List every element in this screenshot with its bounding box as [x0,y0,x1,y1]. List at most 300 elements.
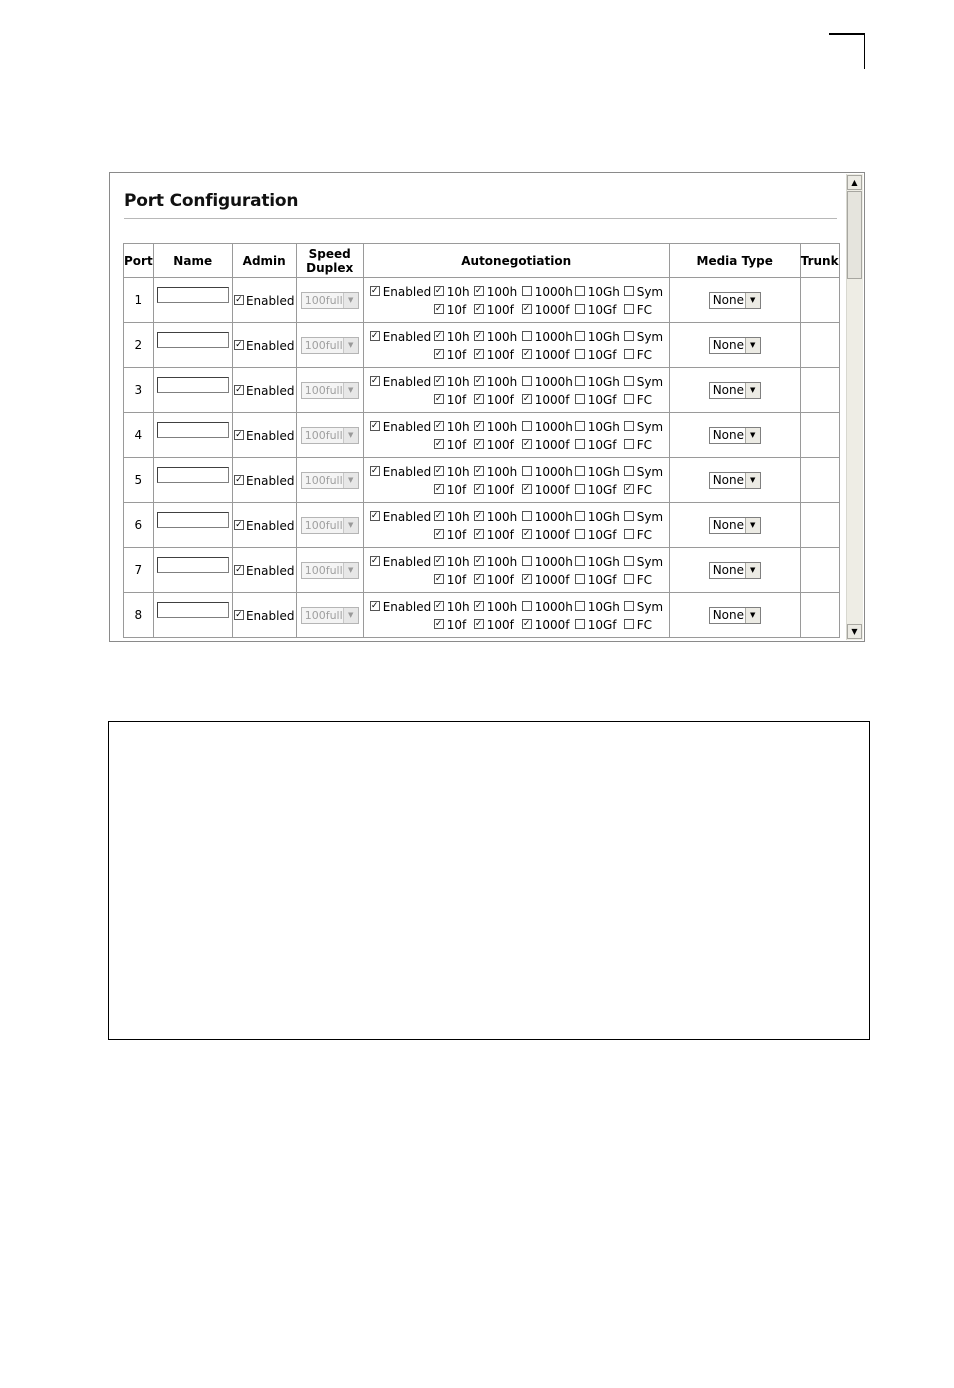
autoneg-1000h-label: 1000h [534,420,573,434]
port-name-input[interactable] [157,287,229,303]
autoneg-100h-label: 100h [486,375,518,389]
autonegotiation-cell [363,278,669,323]
autoneg-sym-option [624,465,663,479]
table-row [124,593,840,638]
autoneg-fc-option [624,438,652,452]
autoneg-10gf-option [575,483,617,497]
autoneg-sym-option [624,510,663,524]
autoneg-1000f-label: 1000f [534,348,570,362]
autoneg-sym-option [624,600,663,614]
autoneg-fc-checkbox[interactable] [624,304,634,314]
scrollbar-thumb[interactable] [847,191,862,279]
autoneg-fc-checkbox[interactable]: ✓ [624,484,633,494]
autoneg-100f-option [474,528,514,542]
autoneg-1000f-checkbox[interactable]: ✓ [522,484,531,494]
speed-duplex-value: 100full [304,608,343,622]
autoneg-enabled-checkbox[interactable]: ✓ [370,601,379,611]
chevron-down-icon[interactable]: ▼ [343,383,358,398]
speed-duplex-select[interactable] [301,472,359,489]
autoneg-1000h-checkbox[interactable] [522,466,532,476]
chevron-down-icon[interactable]: ▼ [343,428,358,443]
autoneg-options [364,368,669,412]
name-cell [153,458,232,503]
autoneg-10gh-option [575,600,620,614]
autoneg-1000f-option [522,528,570,542]
autoneg-sym-label: Sym [636,375,664,389]
autoneg-10f-checkbox[interactable]: ✓ [434,574,443,584]
autoneg-sym-checkbox[interactable] [624,286,634,296]
chevron-down-icon[interactable]: ▼ [343,293,358,308]
autoneg-10gh-label: 10Gh [587,420,620,434]
autoneg-fc-option [624,528,652,542]
media-type-select[interactable] [709,607,761,624]
autoneg-100h-checkbox[interactable]: ✓ [474,376,483,386]
chevron-down-icon[interactable]: ▼ [343,338,358,353]
autoneg-enabled-label: Enabled [382,375,432,389]
speed-duplex-select[interactable] [301,337,359,354]
autoneg-10h-label: 10h [446,375,470,389]
admin-cell [232,278,296,323]
autoneg-1000f-checkbox[interactable]: ✓ [522,529,531,539]
speed-duplex-select[interactable] [301,562,359,579]
header-port: Port [124,244,154,278]
autoneg-enabled-option [370,510,432,524]
media-type-select[interactable] [709,472,761,489]
autoneg-sym-checkbox[interactable] [624,331,634,341]
autoneg-10h-checkbox[interactable]: ✓ [434,331,443,341]
autoneg-100h-checkbox[interactable]: ✓ [474,331,483,341]
admin-enabled-checkbox[interactable]: ✓ [235,430,243,440]
autoneg-enabled-option [370,555,432,569]
autoneg-1000h-checkbox[interactable] [522,601,532,611]
admin-cell [232,503,296,548]
autoneg-10h-checkbox[interactable]: ✓ [434,556,443,566]
autoneg-100h-checkbox[interactable]: ✓ [474,466,483,476]
autoneg-10gh-option [575,330,620,344]
autoneg-1000h-option [522,285,573,299]
table-header-row [124,244,840,278]
autoneg-10gf-checkbox[interactable] [575,619,585,629]
media-type-cell [669,278,800,323]
autoneg-100f-label: 100f [486,393,514,407]
autoneg-10f-option [434,303,467,317]
autoneg-sym-checkbox[interactable] [624,601,634,611]
autoneg-sym-checkbox[interactable] [624,466,634,476]
page-corner-mark [829,33,865,69]
scroll-down-arrow-icon[interactable]: ▼ [847,624,862,639]
autoneg-fc-label: FC [636,618,652,632]
admin-enabled-option [234,474,295,488]
media-type-cell [669,368,800,413]
chevron-down-icon[interactable]: ▼ [745,338,760,353]
chevron-down-icon[interactable]: ▼ [343,563,358,578]
trunk-cell [800,503,839,548]
autoneg-100h-option [474,375,518,389]
autoneg-10gh-label: 10Gh [587,600,620,614]
autoneg-1000f-checkbox[interactable]: ✓ [522,304,531,314]
autoneg-10h-option [434,465,470,479]
autoneg-10f-option [434,438,467,452]
autoneg-10f-label: 10f [446,483,467,497]
port-number: 4 [124,413,154,458]
autoneg-100f-checkbox[interactable]: ✓ [474,619,483,629]
autoneg-sym-option [624,420,663,434]
autoneg-10f-label: 10f [446,618,467,632]
trunk-cell [800,278,839,323]
autoneg-fc-option [624,618,652,632]
autoneg-fc-checkbox[interactable] [624,529,634,539]
autoneg-enabled-option [370,420,432,434]
header-autonegotiation: Autonegotiation [363,244,669,278]
autoneg-1000h-checkbox[interactable] [522,421,532,431]
autoneg-100f-checkbox[interactable]: ✓ [474,484,483,494]
empty-framed-box [108,721,870,1040]
admin-enabled-checkbox[interactable]: ✓ [235,340,243,350]
media-type-cell [669,458,800,503]
autoneg-fc-label: FC [636,483,652,497]
autoneg-10gh-option [575,420,620,434]
chevron-down-icon[interactable]: ▼ [745,428,760,443]
autoneg-100f-label: 100f [486,303,514,317]
autoneg-10h-checkbox[interactable]: ✓ [434,601,443,611]
autoneg-10gh-option [575,555,620,569]
autoneg-fc-checkbox[interactable] [624,619,634,629]
autoneg-sym-option [624,555,663,569]
port-name-input[interactable] [157,332,229,348]
autoneg-options [364,323,669,367]
autonegotiation-cell [363,593,669,638]
media-type-select[interactable] [709,382,761,399]
media-type-value: None [712,608,745,622]
autoneg-100f-option [474,483,514,497]
port-name-input[interactable] [157,377,229,393]
autoneg-100f-option [474,303,514,317]
autoneg-sym-checkbox[interactable] [624,376,634,386]
chevron-down-icon[interactable]: ▼ [343,473,358,488]
media-type-select[interactable] [709,517,761,534]
autoneg-sym-label: Sym [636,285,664,299]
port-number: 2 [124,323,154,368]
autoneg-fc-checkbox[interactable] [624,439,634,449]
autoneg-100h-option [474,330,518,344]
autoneg-100f-checkbox[interactable]: ✓ [474,349,483,359]
media-type-value: None [712,563,745,577]
autoneg-100h-option [474,420,518,434]
vertical-scrollbar[interactable] [846,174,863,640]
autoneg-sym-checkbox[interactable] [624,556,634,566]
autoneg-10f-option [434,348,467,362]
admin-enabled-checkbox[interactable]: ✓ [235,520,243,530]
media-type-value: None [712,293,745,307]
port-name-input[interactable] [157,467,229,483]
autoneg-enabled-checkbox[interactable]: ✓ [370,376,379,386]
chevron-down-icon[interactable]: ▼ [343,608,358,623]
autoneg-10f-checkbox[interactable]: ✓ [434,529,443,539]
autoneg-1000f-option [522,348,570,362]
speed-duplex-select[interactable] [301,427,359,444]
speed-duplex-select[interactable] [301,382,359,399]
autoneg-10gf-checkbox[interactable] [575,349,585,359]
autoneg-10gh-checkbox[interactable] [575,286,585,296]
autoneg-enabled-checkbox[interactable]: ✓ [370,331,379,341]
admin-cell [232,593,296,638]
autoneg-100h-option [474,555,518,569]
autoneg-10gh-checkbox[interactable] [575,331,585,341]
media-type-select[interactable] [709,337,761,354]
port-name-input[interactable] [157,512,229,528]
autoneg-100f-option [474,393,514,407]
autoneg-100h-checkbox[interactable]: ✓ [474,556,483,566]
autoneg-10f-checkbox[interactable]: ✓ [434,439,443,449]
autoneg-10h-checkbox[interactable]: ✓ [434,421,443,431]
autonegotiation-cell [363,323,669,368]
media-type-cell [669,413,800,458]
autoneg-10h-label: 10h [446,330,470,344]
trunk-cell [800,413,839,458]
autoneg-1000f-label: 1000f [534,393,570,407]
autoneg-10gf-checkbox[interactable] [575,574,585,584]
admin-enabled-checkbox[interactable]: ✓ [235,475,243,485]
scroll-up-arrow-icon[interactable]: ▲ [847,175,862,190]
admin-enabled-checkbox[interactable]: ✓ [235,565,243,575]
chevron-down-icon[interactable]: ▼ [745,518,760,533]
autoneg-10h-label: 10h [446,555,470,569]
name-cell [153,323,232,368]
autoneg-fc-label: FC [636,348,652,362]
autoneg-10f-label: 10f [446,528,467,542]
speed-duplex-cell [296,458,363,503]
autoneg-10gh-checkbox[interactable] [575,601,585,611]
header-speed-line1: Speed [308,246,351,261]
chevron-down-icon[interactable]: ▼ [745,473,760,488]
autoneg-fc-label: FC [636,528,652,542]
autoneg-fc-option [624,483,652,497]
autoneg-1000f-checkbox[interactable]: ✓ [522,574,531,584]
admin-cell [232,548,296,593]
admin-enabled-option [234,609,295,623]
autoneg-1000h-checkbox[interactable] [522,556,532,566]
port-name-input[interactable] [157,602,229,618]
speed-duplex-value: 100full [304,293,343,307]
autoneg-10gf-checkbox[interactable] [575,529,585,539]
autoneg-100f-checkbox[interactable]: ✓ [474,304,483,314]
port-name-input[interactable] [157,422,229,438]
speed-duplex-value: 100full [304,338,343,352]
chevron-down-icon[interactable]: ▼ [745,563,760,578]
name-cell [153,503,232,548]
autoneg-enabled-label: Enabled [382,465,432,479]
autoneg-10h-checkbox[interactable]: ✓ [434,286,443,296]
autonegotiation-cell [363,458,669,503]
header-media-type: Media Type [669,244,800,278]
autoneg-10gh-checkbox[interactable] [575,376,585,386]
autoneg-10gh-checkbox[interactable] [575,466,585,476]
autoneg-enabled-checkbox[interactable]: ✓ [370,421,379,431]
autoneg-1000h-checkbox[interactable] [522,511,532,521]
autoneg-1000f-checkbox[interactable]: ✓ [522,619,531,629]
autoneg-enabled-label: Enabled [382,330,432,344]
autoneg-100h-option [474,285,518,299]
autoneg-fc-label: FC [636,303,652,317]
speed-duplex-value: 100full [304,518,343,532]
admin-enabled-label: Enabled [245,339,295,353]
autoneg-10gf-option [575,393,617,407]
autoneg-enabled-checkbox[interactable]: ✓ [370,286,379,296]
name-cell [153,413,232,458]
autoneg-1000f-option [522,483,570,497]
chevron-down-icon[interactable]: ▼ [745,608,760,623]
name-cell [153,278,232,323]
autoneg-enabled-option [370,600,432,614]
autoneg-10gh-checkbox[interactable] [575,511,585,521]
autoneg-10gh-checkbox[interactable] [575,556,585,566]
window-content [111,174,846,640]
autoneg-1000h-option [522,555,573,569]
chevron-down-icon[interactable]: ▼ [745,293,760,308]
media-type-value: None [712,338,745,352]
autoneg-10gh-label: 10Gh [587,465,620,479]
autoneg-enabled-label: Enabled [382,420,432,434]
autoneg-100f-label: 100f [486,573,514,587]
autoneg-100h-checkbox[interactable]: ✓ [474,511,483,521]
autoneg-10h-label: 10h [446,285,470,299]
autoneg-10gf-checkbox[interactable] [575,484,585,494]
autoneg-10gf-checkbox[interactable] [575,304,585,314]
speed-duplex-cell [296,323,363,368]
autoneg-100h-checkbox[interactable]: ✓ [474,286,483,296]
autoneg-fc-label: FC [636,573,652,587]
autoneg-10f-checkbox[interactable]: ✓ [434,304,443,314]
autoneg-100h-checkbox[interactable]: ✓ [474,601,483,611]
speed-duplex-select[interactable] [301,607,359,624]
autoneg-enabled-option [370,285,432,299]
autoneg-enabled-checkbox[interactable]: ✓ [370,466,379,476]
autoneg-sym-option [624,330,663,344]
table-row [124,503,840,548]
autoneg-10gh-option [575,510,620,524]
speed-duplex-cell [296,548,363,593]
autoneg-options [364,548,669,592]
autoneg-100h-label: 100h [486,420,518,434]
autoneg-sym-checkbox[interactable] [624,421,634,431]
autoneg-options [364,593,669,637]
media-type-cell [669,323,800,368]
autoneg-fc-label: FC [636,438,652,452]
autoneg-fc-checkbox[interactable] [624,574,634,584]
autoneg-100f-checkbox[interactable]: ✓ [474,394,483,404]
autoneg-10gf-label: 10Gf [587,438,617,452]
page-title: Port Configuration [124,191,299,211]
speed-duplex-select[interactable] [301,517,359,534]
admin-enabled-checkbox[interactable]: ✓ [235,385,243,395]
autoneg-1000h-option [522,375,573,389]
autoneg-100f-label: 100f [486,528,514,542]
admin-enabled-label: Enabled [245,564,295,578]
autoneg-100h-checkbox[interactable]: ✓ [474,421,483,431]
autoneg-1000h-label: 1000h [534,510,573,524]
media-type-select[interactable] [709,562,761,579]
autoneg-enabled-checkbox[interactable]: ✓ [370,511,379,521]
trunk-cell [800,323,839,368]
autoneg-100h-label: 100h [486,465,518,479]
autoneg-10gf-checkbox[interactable] [575,394,585,404]
autoneg-10gh-option [575,285,620,299]
autoneg-1000h-option [522,420,573,434]
port-name-input[interactable] [157,557,229,573]
autoneg-1000f-label: 1000f [534,528,570,542]
autoneg-1000h-checkbox[interactable] [522,331,532,341]
trunk-cell [800,368,839,413]
autoneg-10f-option [434,573,467,587]
autoneg-10h-checkbox[interactable]: ✓ [434,376,443,386]
autoneg-fc-option [624,573,652,587]
autoneg-fc-option [624,393,652,407]
media-type-cell [669,503,800,548]
autoneg-10gh-checkbox[interactable] [575,421,585,431]
autoneg-sym-checkbox[interactable] [624,511,634,521]
autoneg-100f-option [474,348,514,362]
autoneg-1000h-option [522,600,573,614]
admin-enabled-label: Enabled [245,519,295,533]
autoneg-10gf-checkbox[interactable] [575,439,585,449]
autoneg-10h-option [434,555,470,569]
autoneg-10f-option [434,528,467,542]
autoneg-sym-label: Sym [636,555,664,569]
autoneg-10f-checkbox[interactable]: ✓ [434,619,443,629]
autoneg-fc-checkbox[interactable] [624,349,634,359]
media-type-select[interactable] [709,292,761,309]
port-number: 5 [124,458,154,503]
autoneg-1000f-option [522,438,570,452]
autoneg-1000f-checkbox[interactable]: ✓ [522,439,531,449]
autoneg-100f-checkbox[interactable]: ✓ [474,439,483,449]
autoneg-1000f-option [522,618,570,632]
autoneg-10gf-label: 10Gf [587,303,617,317]
autoneg-100f-checkbox[interactable]: ✓ [474,529,483,539]
admin-enabled-option [234,429,295,443]
name-cell [153,593,232,638]
chevron-down-icon[interactable]: ▼ [343,518,358,533]
autoneg-10h-checkbox[interactable]: ✓ [434,466,443,476]
autoneg-1000h-checkbox[interactable] [522,376,532,386]
autoneg-enabled-option [370,330,432,344]
autoneg-100h-option [474,510,518,524]
autoneg-1000h-checkbox[interactable] [522,286,532,296]
autoneg-10h-checkbox[interactable]: ✓ [434,511,443,521]
autoneg-100f-checkbox[interactable]: ✓ [474,574,483,584]
autoneg-100h-option [474,600,518,614]
speed-duplex-value: 100full [304,383,343,397]
autoneg-100h-label: 100h [486,600,518,614]
autoneg-10f-checkbox[interactable]: ✓ [434,349,443,359]
media-type-value: None [712,383,745,397]
autoneg-10f-option [434,393,467,407]
autoneg-1000f-checkbox[interactable]: ✓ [522,394,531,404]
media-type-select[interactable] [709,427,761,444]
autoneg-1000h-label: 1000h [534,375,573,389]
autoneg-fc-option [624,303,652,317]
chevron-down-icon[interactable]: ▼ [745,383,760,398]
speed-duplex-select[interactable] [301,292,359,309]
autoneg-enabled-checkbox[interactable]: ✓ [370,556,379,566]
admin-enabled-checkbox[interactable]: ✓ [235,295,243,305]
port-number: 7 [124,548,154,593]
autoneg-1000f-checkbox[interactable]: ✓ [522,349,531,359]
autoneg-fc-checkbox[interactable] [624,394,634,404]
admin-enabled-checkbox[interactable]: ✓ [235,610,243,620]
autoneg-10f-checkbox[interactable]: ✓ [434,484,443,494]
autoneg-10f-checkbox[interactable]: ✓ [434,394,443,404]
